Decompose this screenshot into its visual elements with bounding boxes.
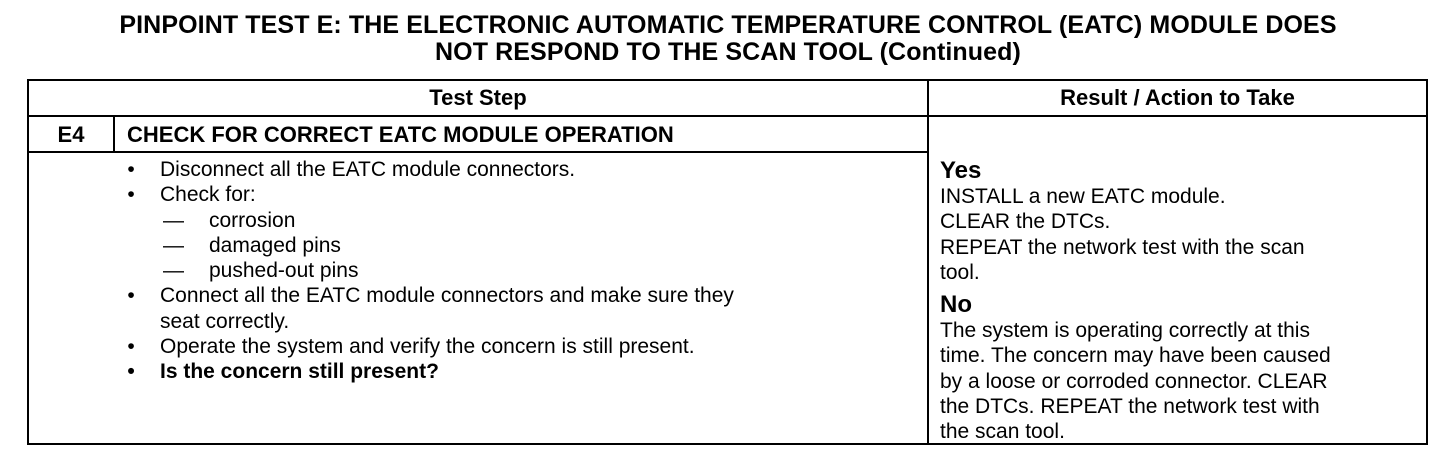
bullet: • bbox=[127, 183, 135, 207]
sub-item-text: pushed-out pins bbox=[209, 259, 359, 283]
step-instructions bbox=[123, 157, 923, 385]
bullet: • bbox=[127, 360, 135, 384]
sub-item bbox=[123, 208, 923, 233]
instruction-text: seat correctly. bbox=[160, 309, 290, 333]
no-line: the scan tool. bbox=[940, 420, 1065, 444]
bullet: • bbox=[127, 158, 135, 181]
no-line: time. The concern may have been caused bbox=[940, 344, 1331, 368]
instruction-text: Operate the system and verify the concern is still present. bbox=[160, 335, 695, 359]
yes-line: REPEAT the network test with the scan bbox=[940, 235, 1305, 259]
column-divider bbox=[927, 81, 929, 443]
yes-label: Yes bbox=[940, 157, 982, 184]
pinpoint-test-table bbox=[27, 79, 1428, 445]
title-line-1: PINPOINT TEST E: THE ELECTRONIC AUTOMATIC TEMPERATURE CONTROL (EATC) MODULE DOES bbox=[119, 11, 1337, 39]
instruction-text: Disconnect all the EATC module connectors. bbox=[160, 158, 576, 181]
instruction-item bbox=[123, 283, 923, 308]
bullet: • bbox=[127, 284, 135, 308]
no-line: The system is operating correctly at this bbox=[940, 319, 1310, 343]
instruction-text: Is the concern still present? bbox=[160, 360, 439, 384]
instruction-text: Connect all the EATC module connectors and make sure they bbox=[160, 284, 734, 308]
result-action bbox=[940, 157, 1420, 445]
instruction-text: Check for: bbox=[160, 183, 256, 207]
test-step-header: Test Step bbox=[429, 85, 527, 110]
dash: — bbox=[163, 208, 184, 232]
sub-item-text: corrosion bbox=[209, 208, 296, 232]
page-title bbox=[0, 12, 1456, 66]
bullet: • bbox=[127, 335, 135, 359]
sub-item bbox=[123, 258, 923, 283]
yes-line: tool. bbox=[940, 260, 980, 284]
instruction-item bbox=[123, 334, 923, 359]
yes-line: INSTALL a new EATC module. bbox=[940, 185, 1226, 208]
instruction-item bbox=[123, 182, 923, 207]
result-action-header: Result / Action to Take bbox=[1060, 85, 1295, 110]
instruction-item bbox=[123, 157, 923, 182]
step-id: E4 bbox=[57, 122, 85, 147]
sub-item bbox=[123, 233, 923, 258]
dash: — bbox=[163, 259, 184, 283]
no-line: by a loose or corroded connector. CLEAR bbox=[940, 369, 1328, 393]
yes-line: CLEAR the DTCs. bbox=[940, 210, 1111, 234]
title-line-2: NOT RESPOND TO THE SCAN TOOL (Continued) bbox=[435, 38, 1021, 66]
instruction-continuation bbox=[123, 309, 923, 334]
step-id-divider bbox=[113, 117, 115, 153]
no-label: No bbox=[940, 291, 972, 319]
dash: — bbox=[163, 233, 184, 257]
no-line: the DTCs. REPEAT the network test with bbox=[940, 395, 1320, 419]
step-title: CHECK FOR CORRECT EATC MODULE OPERATION bbox=[127, 122, 674, 147]
instruction-question bbox=[123, 359, 923, 384]
sub-item-text: damaged pins bbox=[209, 233, 341, 257]
